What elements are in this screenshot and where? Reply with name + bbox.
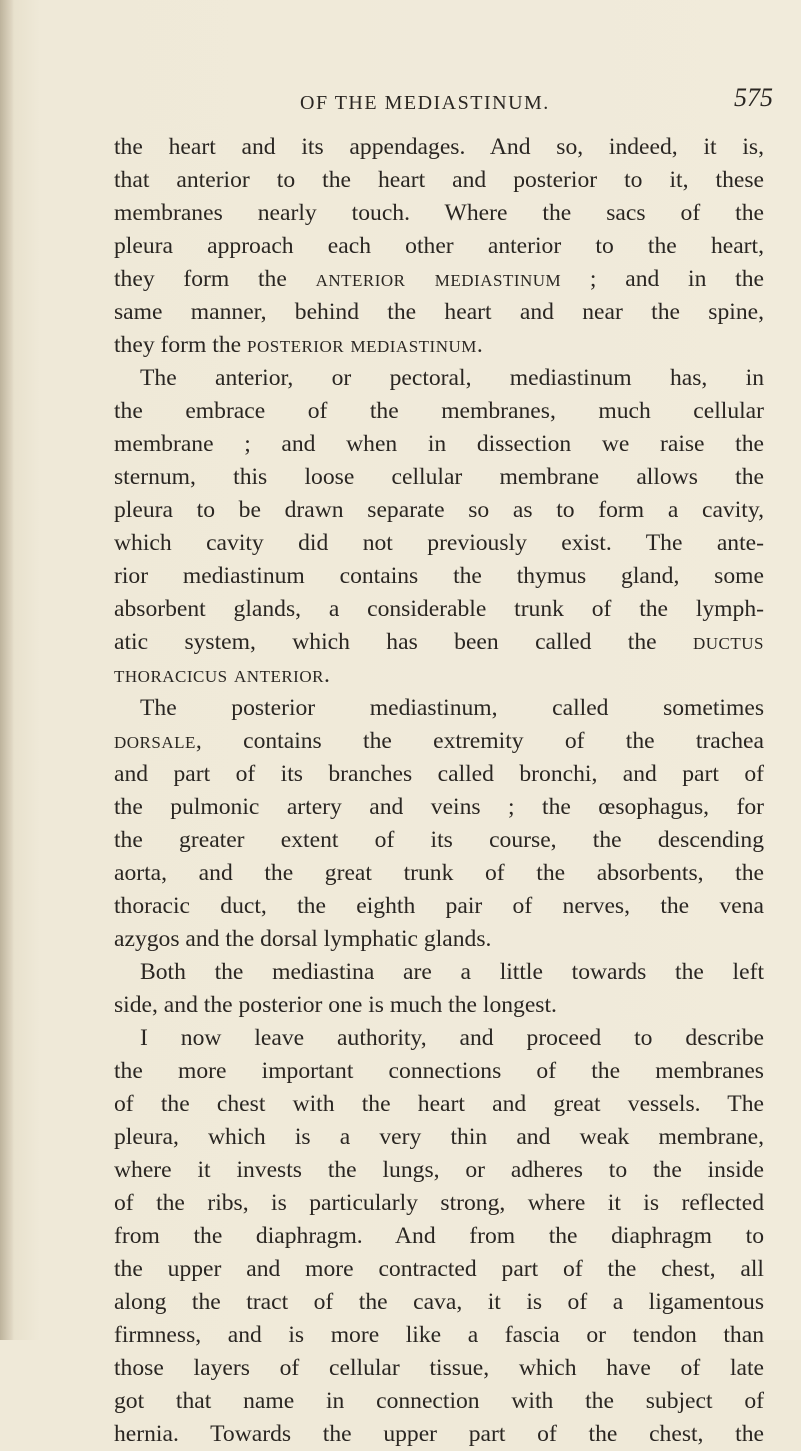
text-line: the more important connections of the membranes [114, 1058, 764, 1084]
running-head: OF THE MEDIASTINUM. [300, 92, 550, 114]
text-line: from the diaphragm. And from the diaphragm to [114, 1223, 764, 1249]
text-line: firmness, and is more like a fascia or tendon than [114, 1322, 764, 1348]
text-line: of the chest with the heart and great vessels. The [114, 1091, 764, 1117]
text-line: hernia. Towards the upper part of the chest, the [114, 1421, 764, 1447]
text-line: of the ribs, is particularly strong, where it is reflected [114, 1190, 764, 1216]
text-line: along the tract of the cava, it is of a ligamentous [114, 1289, 764, 1315]
text-line: azygos and the dorsal lymphatic glands. [114, 926, 492, 952]
text-line [114, 626, 764, 659]
text-line: pleura, which is a very thin and weak membrane, [114, 1124, 764, 1150]
page-number: 575 [734, 83, 773, 112]
text-run: . [476, 332, 483, 358]
text-line: membranes nearly touch. Where the sacs of the [114, 200, 764, 226]
text-run: they form the [114, 266, 316, 292]
binding-shadow [0, 0, 14, 1340]
term-ductus: ductus [692, 629, 764, 655]
text-line: The anterior, or pectoral, mediastinum has, in [140, 365, 764, 391]
text-line: pleura to be drawn separate so as to form a cavity, [114, 497, 764, 523]
text-line: the heart and its appendages. And so, indeed, it is, [114, 134, 764, 160]
text-line: same manner, behind the heart and near the spine, [114, 299, 764, 325]
text-line [114, 329, 764, 362]
term-posterior-mediastinum: posterior mediastinum [247, 332, 477, 358]
text-run: atic system, which has been called the [114, 629, 693, 655]
text-line: the greater extent of its course, the descending [114, 827, 764, 853]
text-line: thoracic duct, the eighth pair of nerves, the vena [114, 893, 764, 919]
text-line: those layers of cellular tissue, which have of late [114, 1355, 764, 1381]
text-run: . [323, 662, 330, 688]
text-line [114, 725, 764, 758]
text-line: the pulmonic artery and veins ; the œsophagus, for [114, 794, 764, 820]
text-run: they form the [114, 332, 248, 358]
text-line: sternum, this loose cellular membrane allows the [114, 464, 764, 490]
term-anterior-mediastinum: anterior mediastinum [315, 266, 562, 292]
text-line: aorta, and the great trunk of the absorbents, the [114, 860, 764, 886]
text-line: Both the mediastina are a little towards the left [140, 959, 764, 985]
body-text [114, 131, 764, 1451]
term-dorsale: dorsale [114, 728, 196, 754]
term-thoracicus-anterior: thoracicus anterior [114, 662, 324, 688]
text-line: got that name in connection with the subject of [114, 1388, 764, 1414]
text-line: side, and the posterior one is much the longest. [114, 992, 557, 1018]
text-line: The posterior mediastinum, called sometimes [140, 695, 764, 721]
text-run: ; and in the [561, 266, 764, 292]
text-line: membrane ; and when in dissection we raise the [114, 431, 764, 457]
text-line: and part of its branches called bronchi, and part of [114, 761, 764, 787]
text-run: , contains the extremity of the trachea [195, 728, 764, 754]
text-line: that anterior to the heart and posterior to it, these [114, 167, 764, 193]
text-line: which cavity did not previously exist. The ante- [114, 530, 764, 556]
text-line: the upper and more contracted part of the chest, all [114, 1256, 764, 1282]
text-line: the embrace of the membranes, much cellular [114, 398, 764, 424]
text-line: where it invests the lungs, or adheres to the inside [114, 1157, 764, 1183]
text-line [114, 659, 764, 692]
text-line: pleura approach each other anterior to the heart, [114, 233, 764, 259]
text-line: rior mediastinum contains the thymus gland, some [114, 563, 764, 589]
text-line [114, 263, 764, 296]
text-line: absorbent glands, a considerable trunk of the lymph- [114, 596, 764, 622]
text-line: I now leave authority, and proceed to describe [140, 1025, 764, 1051]
